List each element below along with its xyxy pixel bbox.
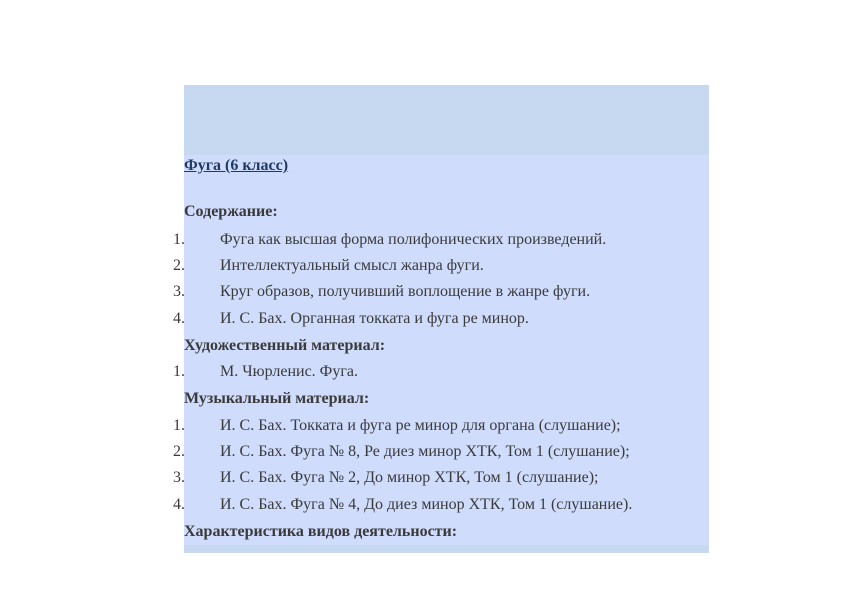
list-item-number: 1. [173,417,185,434]
document-title[interactable]: Фуга (6 класс) [184,157,289,174]
list-item: И. С. Бах. Фуга № 2, До минор ХТК, Том 1 (слушание); [220,469,599,486]
list-item: И. С. Бах. Фуга № 8, Ре диез минор ХТК, Том 1 (слушание); [220,443,630,460]
list-item: Интеллектуальный смысл жанра фуги. [220,257,484,274]
list-item: М. Чюрленис. Фуга. [220,363,358,380]
section-heading-activities: Характеристика видов деятельности: [184,523,458,540]
list-item-number: 1. [173,231,185,248]
section-heading-content: Содержание: [184,203,278,220]
header-band [184,85,709,155]
list-item-number: 3. [173,283,185,300]
list-item: Круг образов, получивший воплощение в жанре фуги. [220,283,591,300]
list-item: И. С. Бах. Токката и фуга ре минор для органа (слушание); [220,417,621,434]
list-item: И. С. Бах. Фуга № 4, До диез минор ХТК, Том 1 (слушание). [220,496,633,513]
section-heading-art: Художественный материал: [184,337,386,354]
list-item-number: 1. [173,363,185,380]
list-item-number: 2. [173,257,185,274]
list-item-number: 4. [173,310,185,327]
list-item-number: 3. [173,469,185,486]
bottom-strip [184,545,709,553]
section-heading-music: Музыкальный материал: [184,390,370,407]
list-item: И. С. Бах. Органная токката и фуга ре минор. [220,310,529,327]
list-item-number: 4. [173,496,185,513]
list-item-number: 2. [173,443,185,460]
list-item: Фуга как высшая форма полифонических произведений. [220,231,607,248]
